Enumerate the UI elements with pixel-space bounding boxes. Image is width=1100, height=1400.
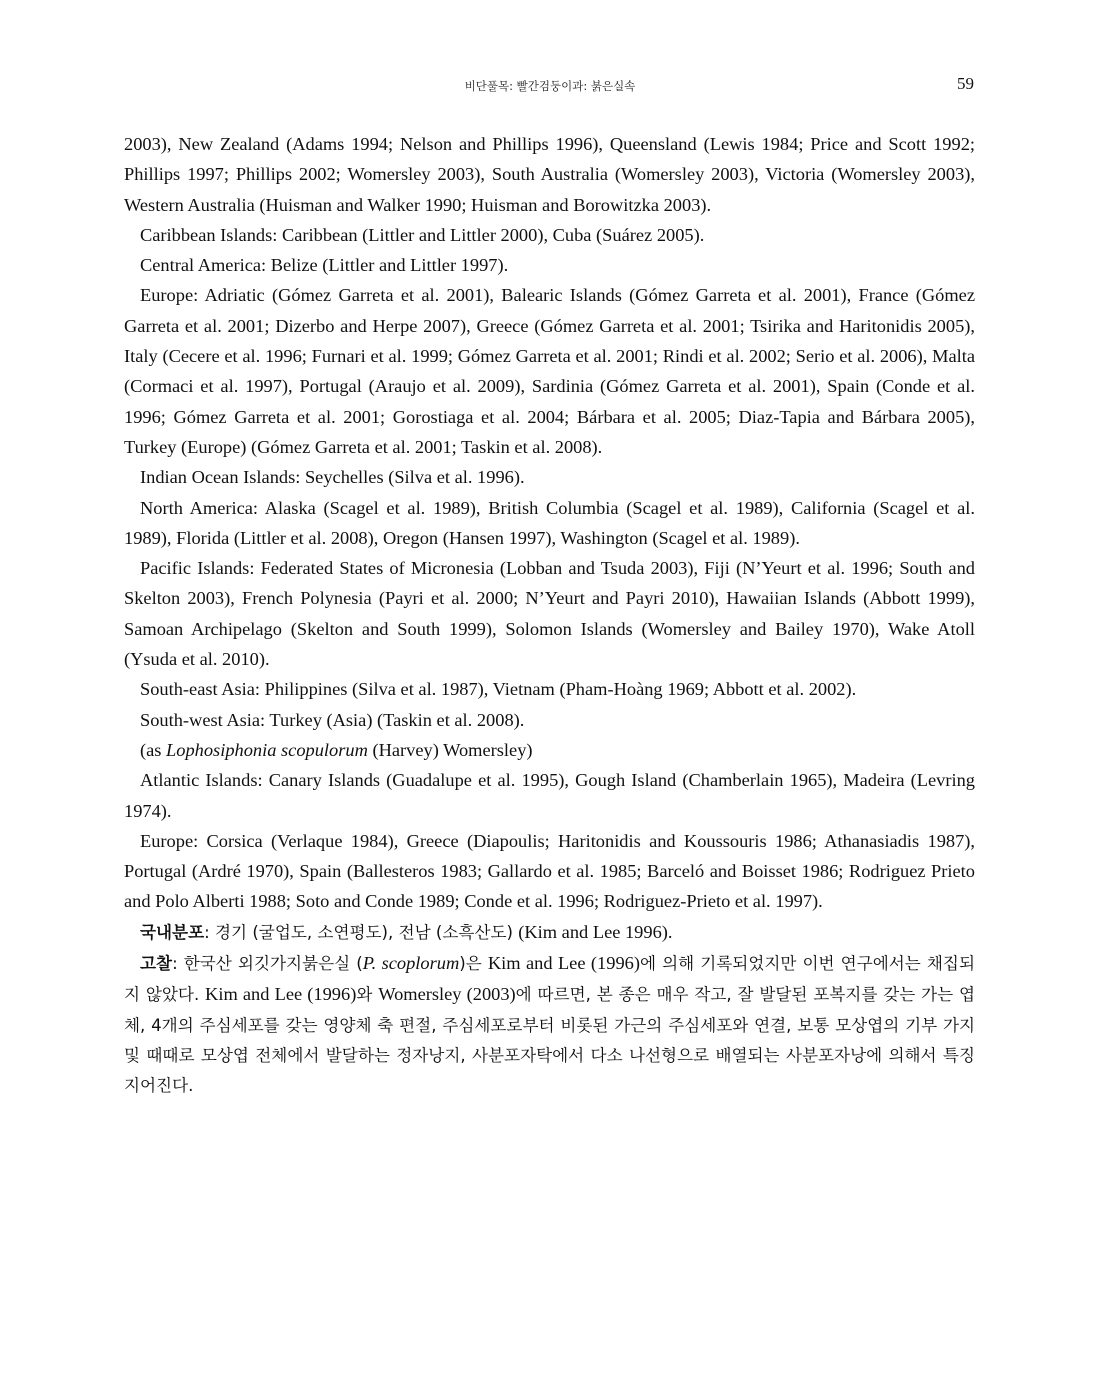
remarks-text-e: 에 따르면, 본 종은 매우 작고, 잘 발달된 포복지를 갖는 가는 엽체, 4개의 주심세포를 갖는 영양체 축 편절, 주심세포로부터 비롯된 가근의 주심세포와 연결, 보통 모상엽의 기부 가지 및 때때로 모상엽 전체에서 발달하는 정자낭지, 사분포자탁에서 다소 나선형으로 배열되는 사분포자낭에 의해서 특징지어진다. [124,985,975,1096]
remarks-text-d: 와 [356,985,379,1005]
remarks-text-b: )은 [459,954,488,974]
body-text [124,129,975,1102]
distribution-reference: (Kim and Lee 1996). [518,921,673,942]
remarks-reference-1: Kim and Lee (1996) [487,953,640,974]
paragraph-europe: Europe: Adriatic (Gómez Garreta et al. 2001), Balearic Islands (Gómez Garreta et al. 2001), France (Gómez Garreta et al. 2001; Dizerbo and Herpe 2007), Greece (Gómez Garreta et al. 2001; Tsirika and Haritonidis 2005), Italy (Cecere et al. 1996; Furnari et al. 1999; Gómez Garreta et al. 2001; Rindi et al. 2002; Serio et al. 2006), Malta (Cormaci et al. 1997), Portugal (Araujo et al. 2009), Sardinia (Gómez Garreta et al. 2001), Spain (Conde et al. 1996; Gómez Garreta et al. 2001; Gorostiaga et al. 2004; Bárbara et al. 2005; Diaz-Tapia and Bárbara 2005), Turkey (Europe) (Gómez Garreta et al. 2001; Taskin et al. 2008). [124,285,975,457]
paragraph-europe-synonym: Europe: Corsica (Verlaque 1984), Greece (Diapoulis; Haritonidis and Koussouris 1986; Athanasiadis 1987), Portugal (Ardré 1970), Spain (Ballesteros 1983; Gallardo et al. 1985; Barceló and Boisset 1986; Rodriguez Prieto and Polo Alberti 1988; Soto and Conde 1989; Conde et al. 1996; Rodriguez-Prieto et al. 1997). [124,830,975,912]
remarks-reference-3: Womersley (2003) [378,984,516,1005]
paragraph-central-america: Central America: Belize (Littler and Littler 1997). [140,255,509,276]
paragraph-remarks [124,948,975,1101]
remarks-label: 고찰 [140,954,173,974]
remarks-text-a: : 한국산 외깃가지붉은실 ( [172,954,363,974]
remarks-species-name: P. scoplorum [362,953,460,974]
distribution-text: : 경기 (굴업도, 소연평도), 전남 (소흑산도) [204,922,519,942]
running-head: 비단풀목: 빨간검둥이과: 붉은실속 [464,79,636,93]
paragraph-indian-ocean: Indian Ocean Islands: Seychelles (Silva et al. 1996). [140,467,525,488]
remarks-text-c: 에 의해 기록되었지만 이번 연구에서는 채집되지 않았다. [124,954,975,1005]
paragraph-atlantic-islands: Atlantic Islands: Canary Islands (Guadalupe et al. 1995), Gough Island (Chamberlain 1965), Madeira (Levring 1974). [124,770,975,821]
synonym-authority: (Harvey) Womersley) [367,739,533,760]
paragraph-pacific-islands: Pacific Islands: Federated States of Micronesia (Lobban and Tsuda 2003), Fiji (N’Yeurt et al. 1996; South and Skelton 2003), French Polynesia (Payri et al. 2000; N’Yeurt and Payri 2010), Hawaiian Islands (Abbott 1999), Samoan Archipelago (Skelton and South 1999), Solomon Islands (Womersley and Bailey 1970), Wake Atoll (Ysuda et al. 2010). [124,558,975,670]
remarks-reference-2: Kim and Lee (1996) [205,984,357,1005]
distribution-label: 국내분포 [140,922,205,942]
synonym-open: (as [140,739,167,760]
synonym-species-name: Lophosiphonia scopulorum [166,739,368,760]
paragraph-north-america: North America: Alaska (Scagel et al. 1989), British Columbia (Scagel et al. 1989), California (Scagel et al. 1989), Florida (Littler et al. 2008), Oregon (Hansen 1997), Washington (Scagel et al. 1989). [124,497,975,548]
paragraph-australia: 2003), New Zealand (Adams 1994; Nelson and Phillips 1996), Queensland (Lewis 1984; Price and Scott 1992; Phillips 1997; Phillips 2002; Womersley 2003), South Australia (Womersley 2003), Victoria (Womersley 2003), Western Australia (Huisman and Walker 1990; Huisman and Borowitzka 2003). [124,134,975,215]
paragraph-south-west-asia: South-west Asia: Turkey (Asia) (Taskin et al. 2008). [140,709,525,730]
paragraph-caribbean: Caribbean Islands: Caribbean (Littler and Littler 2000), Cuba (Suárez 2005). [140,224,705,245]
page-number: 59 [957,74,974,93]
paragraph-south-east-asia: South-east Asia: Philippines (Silva et al. 1987), Vietnam (Pham-Hoàng 1969; Abbott et al. 2002). [140,679,857,700]
paragraph-synonym [124,735,975,765]
paragraph-korean-distribution [124,917,975,948]
